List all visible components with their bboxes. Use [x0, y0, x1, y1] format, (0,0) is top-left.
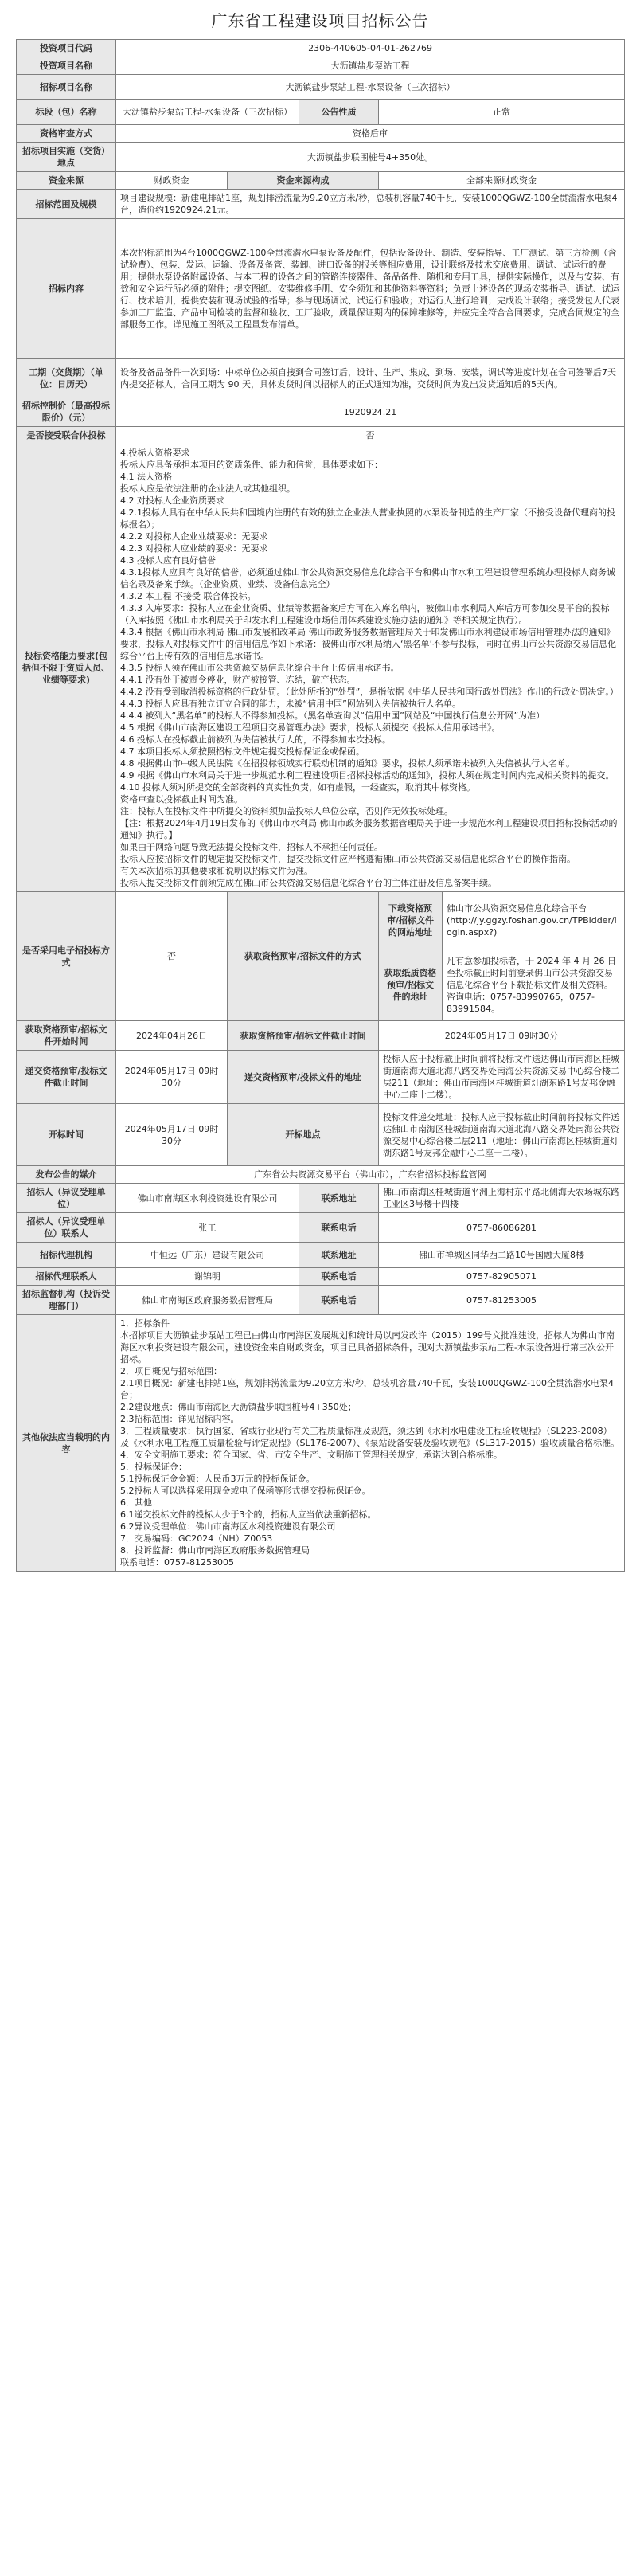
tender-name-label: 招标项目名称 — [17, 75, 116, 100]
open-time-label: 开标时间 — [17, 1104, 116, 1166]
row-project-name — [17, 57, 625, 75]
tender-name-value: 大沥镇盐步泵站工程-水泵设备（三次招标） — [116, 75, 625, 100]
row-review — [17, 125, 625, 143]
status-value: 正常 — [379, 100, 625, 125]
project-code-label: 投资项目代码 — [17, 40, 116, 57]
tenderer-value: 佛山市南海区水利投资建设有限公司 — [116, 1184, 299, 1213]
project-name-value: 大沥镇盐步泵站工程 — [116, 57, 625, 75]
other-line: 6.1递交投标文件的投标人少于3个的，招标人应当依法重新招标。 — [120, 1509, 377, 1520]
tenderer-phone-label: 联系电话 — [299, 1213, 379, 1243]
row-other — [17, 1315, 625, 1572]
other-value — [116, 1315, 625, 1572]
section-label: 标段（包）名称 — [17, 100, 116, 125]
media-label: 发布公告的媒介 — [17, 1166, 116, 1184]
qualification-line: 4.3.3 入库要求：投标人应在企业资质、业绩等数据备案后方可在入库名单内，被佛山市水利局入库后方可参加交易平台的投标（入库按照《佛山市水利局关于印发水利工程建设市场信用体系建设实施办法的通知》等相关规定执行）。 — [120, 603, 610, 625]
row-tender-name — [17, 75, 625, 100]
tenderer-address-label: 联系地址 — [299, 1184, 379, 1213]
qualification-line: 资格审查以投标截止时间为准。 — [120, 794, 243, 805]
row-tenderer — [17, 1184, 625, 1213]
qualification-value — [116, 444, 625, 892]
row-submit — [17, 1051, 625, 1104]
agency-address-label: 联系地址 — [299, 1243, 379, 1268]
other-line: 8．投诉监督：佛山市南海区政府服务数据管理局 — [120, 1545, 310, 1556]
agency-phone-label: 联系电话 — [299, 1268, 379, 1286]
qualification-line: 4.3 投标人应有良好信誉 — [120, 555, 216, 566]
row-funding — [17, 172, 625, 190]
agency-contact-label: 招标代理联系人 — [17, 1268, 116, 1286]
qualification-line: 4.4.4 被列入“黑名单”的投标人不得参加投标。（黑名单查询以“信用中国”网站及“中国执行信息公开网”为准） — [120, 711, 545, 721]
funding-composition-label: 资金来源构成 — [228, 172, 379, 190]
location-value: 大沥镇盐步联围桩号4+350处。 — [116, 143, 625, 172]
project-name-label: 投资项目名称 — [17, 57, 116, 75]
section-value: 大沥镇盐步泵站工程-水泵设备（三次招标） — [116, 100, 299, 125]
duration-label: 工期（交货期）（单位：日历天） — [17, 359, 116, 397]
get-start-value: 2024年04月26日 — [116, 1021, 228, 1051]
scope-label: 招标范围及规模 — [17, 190, 116, 219]
qualification-line: 4.2.2 对投标人企业业绩要求：无要求 — [120, 531, 268, 542]
qualification-line: 4.4.1 没有处于被责令停业，财产被接管、冻结，破产状态。 — [120, 675, 356, 685]
other-line: 5.2投标人可以选择采用现金或电子保函等形式提交投标保证金。 — [120, 1486, 371, 1496]
qualification-line: 4.3.5 投标人须在佛山市公共资源交易信息化综合平台上传信用承诺书。 — [120, 663, 400, 673]
other-line: 5．投标保证金： — [120, 1462, 187, 1472]
row-consortium — [17, 427, 625, 444]
content-value: 本次招标范围为4台1000QGWZ-100全贯流潜水电泵设备及配件，包括设备设计、制造、安装指导、工厂测试、第三方检测（含试验费）、包装、发运、运输、设备及备管、装卸、进口设备的报关等相应费用，设计联络及技术交底费用、调试、试运行的费用；提供水泵设备附属设备、与本工程的设备之间的管路连接器件、备品备件、随机和专用工具，提供实际操作，以及与安装、有效和安全运行所必须的附件；提交图纸、安装维修手册、安全须知和其他资料等资料；负责上述设备的现场安装指导、调试、试运行、技术培训，提供安装和现场试验的指导；参与现场调试、试运行和验收；对运行人进行培训；完成设计联络；接受发包人代表参加工厂监造、产品中间检装的监督和验收、工厂验收，质量保证期内的保障维修等，并应完全符合合同要求，完成合同规定的全部服务工作。详见施工图纸及工程量发布清单。 — [116, 219, 625, 359]
other-line: 2.1项目概况：新建电排站1座，规划排涝流量为9.20立方米/秒，总装机容量740千瓦，安装1000QGWZ-100全贯流潜水电泵4台； — [120, 1378, 615, 1400]
qualification-line: 4.6 投标人在投标截止前被列为失信被执行人的，不得参加本次投标。 — [120, 734, 391, 745]
open-place-value: 投标文件递交地址：投标人应于投标截止时间前将投标文件送达佛山市南海区桂城街道南海大道北海八路交界处南海公共资源交易中心综合楼二层211（地址：佛山市南海区桂城街道灯湖东路1号友邦金融中心二座十二楼）。 — [379, 1104, 625, 1166]
qualification-line: 4.9 根据《佛山市水利局关于进一步规范水利工程建设项目招标投标活动的通知》，投标人须在规定时间内完成相关资料的提交。 — [120, 770, 615, 781]
agency-address-value: 佛山市禅城区同华西二路10号国融大厦8楼 — [379, 1243, 625, 1268]
row-duration — [17, 359, 625, 397]
qualification-line: 4.5 根据《佛山市南海区建设工程项目交易管理办法》要求，投标人须提交《投标人信用承诺书》。 — [120, 722, 501, 733]
funding-composition-value: 全部来源财政资金 — [379, 172, 625, 190]
other-line: 2．项目概况与招标范围： — [120, 1366, 222, 1376]
row-scope — [17, 190, 625, 219]
get-start-label: 获取资格预审/招标文件开始时间 — [17, 1021, 116, 1051]
qualification-line: 投标人应是依法注册的企业法人或其他组织。 — [120, 483, 295, 494]
agency-value: 中恒远（广东）建设有限公司 — [116, 1243, 299, 1268]
qualification-line: 4.2.3 对投标人应业绩的要求：无要求 — [120, 543, 268, 554]
row-content — [17, 219, 625, 359]
qualification-line: 4.3.4 根据《佛山市水利局 佛山市发展和改革局 佛山市政务服务数据管理局关于印发佛山市水利建设市场信用管理办法的通知》要求，投标人对投标文件中的信用信息作如下承诺：被佛山市水利局纳入‘黑名单’不参与投标，同时在佛山市公共资源交易信息化综合平台上传有效的信用信息承诺书。 — [120, 627, 616, 661]
duration-value: 设备及备品备件一次到场：中标单位必须自接到合同签订后，设计、生产、集成、到场、安装，调试等进度计划在合同签署后7天内提交招标人，合同工期为 90 天，具体发货时间以招标人的正式通知为准，交货时间为发出发货通知后的5天内。 — [116, 359, 625, 397]
agency-contact-value: 谢锦明 — [116, 1268, 299, 1286]
row-supervisor — [17, 1286, 625, 1315]
control-price-value: 1920924.21 — [116, 397, 625, 427]
supervisor-phone-value: 0757-81253005 — [379, 1286, 625, 1315]
row-control-price — [17, 397, 625, 427]
other-line: 3．工程质量要求：执行国家、省或行业现行有关工程质量标准及规范，须达到《水利水电建设工程验收规程》（SL223-2008）及《水利水电工程施工质量检验与评定规程》（SL176-2007）、《泵站设备安装及验收规范》（SL317-2015）验收质量合格标准。 — [120, 1426, 620, 1448]
tenderer-contact-label: 招标人（异议受理单位）联系人 — [17, 1213, 116, 1243]
consortium-value: 否 — [116, 427, 625, 444]
row-media — [17, 1166, 625, 1184]
other-line: 联系电话：0757-81253005 — [120, 1557, 234, 1568]
qualification-line: 4.8 根据佛山市中级人民法院《在招投标领域实行联动机制的通知》要求，投标人须承诺未被列入失信被执行人名单。 — [120, 758, 575, 769]
status-label: 公告性质 — [299, 100, 379, 125]
row-location — [17, 143, 625, 172]
tenderer-label: 招标人（异议受理单位） — [17, 1184, 116, 1213]
qualification-line: 投标人应按招标文件的规定提交投标文件，提交投标文件应严格遵循佛山市公共资源交易信息化综合平台的操作指南。 — [120, 854, 576, 864]
qualification-line: 4.4.2 没有受到取消投标资格的行政处罚。（此处所指的“处罚”，是指依据《中华人民共和国行政处罚法》作出的行政处罚决定。） — [120, 687, 619, 697]
qualification-line: 4.1 法人资格 — [120, 472, 172, 482]
review-value: 资格后审 — [116, 125, 625, 143]
supervisor-phone-label: 联系电话 — [299, 1286, 379, 1315]
agency-label: 招标代理机构 — [17, 1243, 116, 1268]
get-end-label: 获取资格预审/招标文件截止时间 — [228, 1021, 379, 1051]
submit-address-label: 递交资格预审/投标文件的地址 — [228, 1051, 379, 1104]
other-line: 1．招标条件 — [120, 1318, 170, 1329]
consortium-label: 是否接受联合体投标 — [17, 427, 116, 444]
qualification-line: 4.3.2 本工程 不接受 联合体投标。 — [120, 591, 256, 601]
qualification-lines — [120, 447, 620, 889]
other-line: 本招标项目大沥镇盐步泵站工程已由佛山市南海区发展规划和统计局以南发改许（2015）199号文批准建设，招标人为佛山市南海区水利投资建设有限公司，建设资金来自财政资金，项目已具备招标条件，现对大沥镇盐步泵站工程-水泵设备进行第三次公开招标。 — [120, 1330, 615, 1364]
control-price-label: 招标控制价（最高投标限价）（元） — [17, 397, 116, 427]
funding-label: 资金来源 — [17, 172, 116, 190]
qualification-line: 有关本次招标的其他要求和说明以招标文件为准。 — [120, 866, 313, 876]
tenderer-phone-value: 0757-86086281 — [379, 1213, 625, 1243]
other-line: 7．交易编码：GC2024（NH）Z0053 — [120, 1533, 273, 1544]
get-end-value: 2024年05月17日 09时30分 — [379, 1021, 625, 1051]
row-agency-contact — [17, 1268, 625, 1286]
agency-phone-value: 0757-82905071 — [379, 1268, 625, 1286]
other-label: 其他依法应当载明的内容 — [17, 1315, 116, 1572]
row-section — [17, 100, 625, 125]
qualification-line: 4.10 投标人须对所提交的全部资料的真实性负责，如有虚假，一经查实，取消其中标资格。 — [120, 782, 475, 793]
qualification-line: 投标人提交投标文件前须完成在佛山市公共资源交易信息化综合平台的主体注册及信息备案手续。 — [120, 878, 497, 888]
submit-end-label: 递交资格预审/投标文件截止时间 — [17, 1051, 116, 1104]
supervisor-value: 佛山市南海区政府服务数据管理局 — [116, 1286, 299, 1315]
row-open — [17, 1104, 625, 1166]
open-place-label: 开标地点 — [228, 1104, 379, 1166]
other-line: 2.2建设地点：佛山市南海区大沥镇盐步联围桩号4+350处； — [120, 1402, 357, 1412]
other-line: 6．其他： — [120, 1497, 161, 1508]
row-ebid-1 — [17, 892, 625, 949]
other-line: 6.2异议受理单位：佛山市南海区水利投资建设有限公司 — [120, 1521, 336, 1532]
paper-address-label: 获取纸质资格预审/招标文件的地址 — [379, 949, 443, 1021]
submit-end-value: 2024年05月17日 09时30分 — [116, 1051, 228, 1104]
open-time-value: 2024年05月17日 09时30分 — [116, 1104, 228, 1166]
review-label: 资格审查方式 — [17, 125, 116, 143]
qualification-line: 注：投标人在投标文件中所提交的资料须加盖投标人单位公章，否则作无效投标处理。 — [120, 806, 453, 816]
row-qualification — [17, 444, 625, 892]
page-title: 广东省工程建设项目招标公告 — [211, 11, 429, 30]
download-site-label: 下载资格预审/招标文件的网站地址 — [379, 892, 443, 949]
qualification-line: 【注：根据2024年4月19日发布的《佛山市水利局 佛山市政务服务数据管理局关于进一步规范水利工程建设项目招标投标活动的通知》执行。】 — [120, 818, 618, 840]
supervisor-label: 招标监督机构（投诉受理部门） — [17, 1286, 116, 1315]
qualification-line: 4.7 本项目投标人须按照招标文件规定提交投标保证金或保函。 — [120, 746, 365, 757]
ebid-label: 是否采用电子招投标方式 — [17, 892, 116, 1021]
location-label: 招标项目实施（交货）地点 — [17, 143, 116, 172]
qualification-line: 4.4.3 投标人应具有独立订立合同的能力，未被“信用中国”网站列入失信被执行人名单。 — [120, 699, 461, 709]
content-label: 招标内容 — [17, 219, 116, 359]
row-get-time — [17, 1021, 625, 1051]
paper-address-value: 凡有意参加投标者，于 2024 年 4 月 26 日至投标截止时间前登录佛山市公共资源交易信息化综合平台下载招标文件及相关资料。咨询电话：0757-83990765，0757-83991584。 — [443, 949, 625, 1021]
qualification-line: 如果由于网络问题导致无法提交投标文件，招标人不承担任何责任。 — [120, 842, 383, 852]
other-line: 5.1投标保证金金额：人民币3万元的投标保证金。 — [120, 1474, 315, 1484]
qualification-label: 投标资格能力要求(包括但不限于资质人员、业绩等要求) — [17, 444, 116, 892]
media-value: 广东省公共资源交易平台（佛山市），广东省招标投标监管网 — [116, 1166, 625, 1184]
qualification-line: 4.2.1投标人具有在中华人民共和国境内注册的有效的独立企业法人营业执照的水泵设备制造的生产厂家（不接受设备代理商的投标报名）； — [120, 507, 615, 530]
download-site-value: 佛山市公共资源交易信息化综合平台(http://jy.ggzy.foshan.gov.cn/TPBidder/login.aspx?) — [443, 892, 625, 949]
row-tenderer-contact — [17, 1213, 625, 1243]
qualification-line: 4.投标人资格要求 — [120, 448, 190, 458]
other-lines — [120, 1317, 620, 1568]
qualification-line: 4.2 对投标人企业资质要求 — [120, 495, 224, 506]
tenderer-contact-value: 张工 — [116, 1213, 299, 1243]
submit-address-value: 投标人应于投标截止时间前将投标文件送达佛山市南海区桂城街道南海大道北海八路交界处南海公共资源交易中心综合楼二层211（地址：佛山市南海区桂城街道灯湖东路1号友邦金融中心二座十二楼）。 — [379, 1051, 625, 1104]
row-agency — [17, 1243, 625, 1268]
qualification-line: 投标人应具备承担本项目的资质条件、能力和信誉，具体要求如下： — [120, 460, 383, 470]
scope-value: 项目建设规模：新建电排站1座，规划排涝流量为9.20立方米/秒，总装机容量740千瓦，安装1000QGWZ-100全贯流潜水电泵4台，造价约1920924.21元。 — [116, 190, 625, 219]
row-project-code — [17, 40, 625, 57]
other-line: 4．安全文明施工要求：符合国家、省、市安全生产、文明施工管理相关规定，承诺达到合格标准。 — [120, 1450, 502, 1460]
project-code-value: 2306-440605-04-01-262769 — [116, 40, 625, 57]
announcement-table — [16, 39, 625, 1572]
tenderer-address-value: 佛山市南海区桂城街道平洲上海村东平路北侧海天农场城东路工业区3号楼十四楼 — [379, 1184, 625, 1213]
qualification-line: 4.3.1投标人应具有良好的信誉，必须通过佛山市公共资源交易信息化综合平台和佛山市水利工程建设管理系统办理投标人商务诚信名录及备案手续。（企业资质、业绩、设备信息完全） — [120, 567, 615, 589]
ebid-value: 否 — [116, 892, 228, 1021]
get-method-label: 获取资格预审/招标文件的方式 — [228, 892, 379, 1021]
other-line: 2.3招标范围：详见招标内容。 — [120, 1414, 240, 1424]
funding-value: 财政资金 — [116, 172, 228, 190]
